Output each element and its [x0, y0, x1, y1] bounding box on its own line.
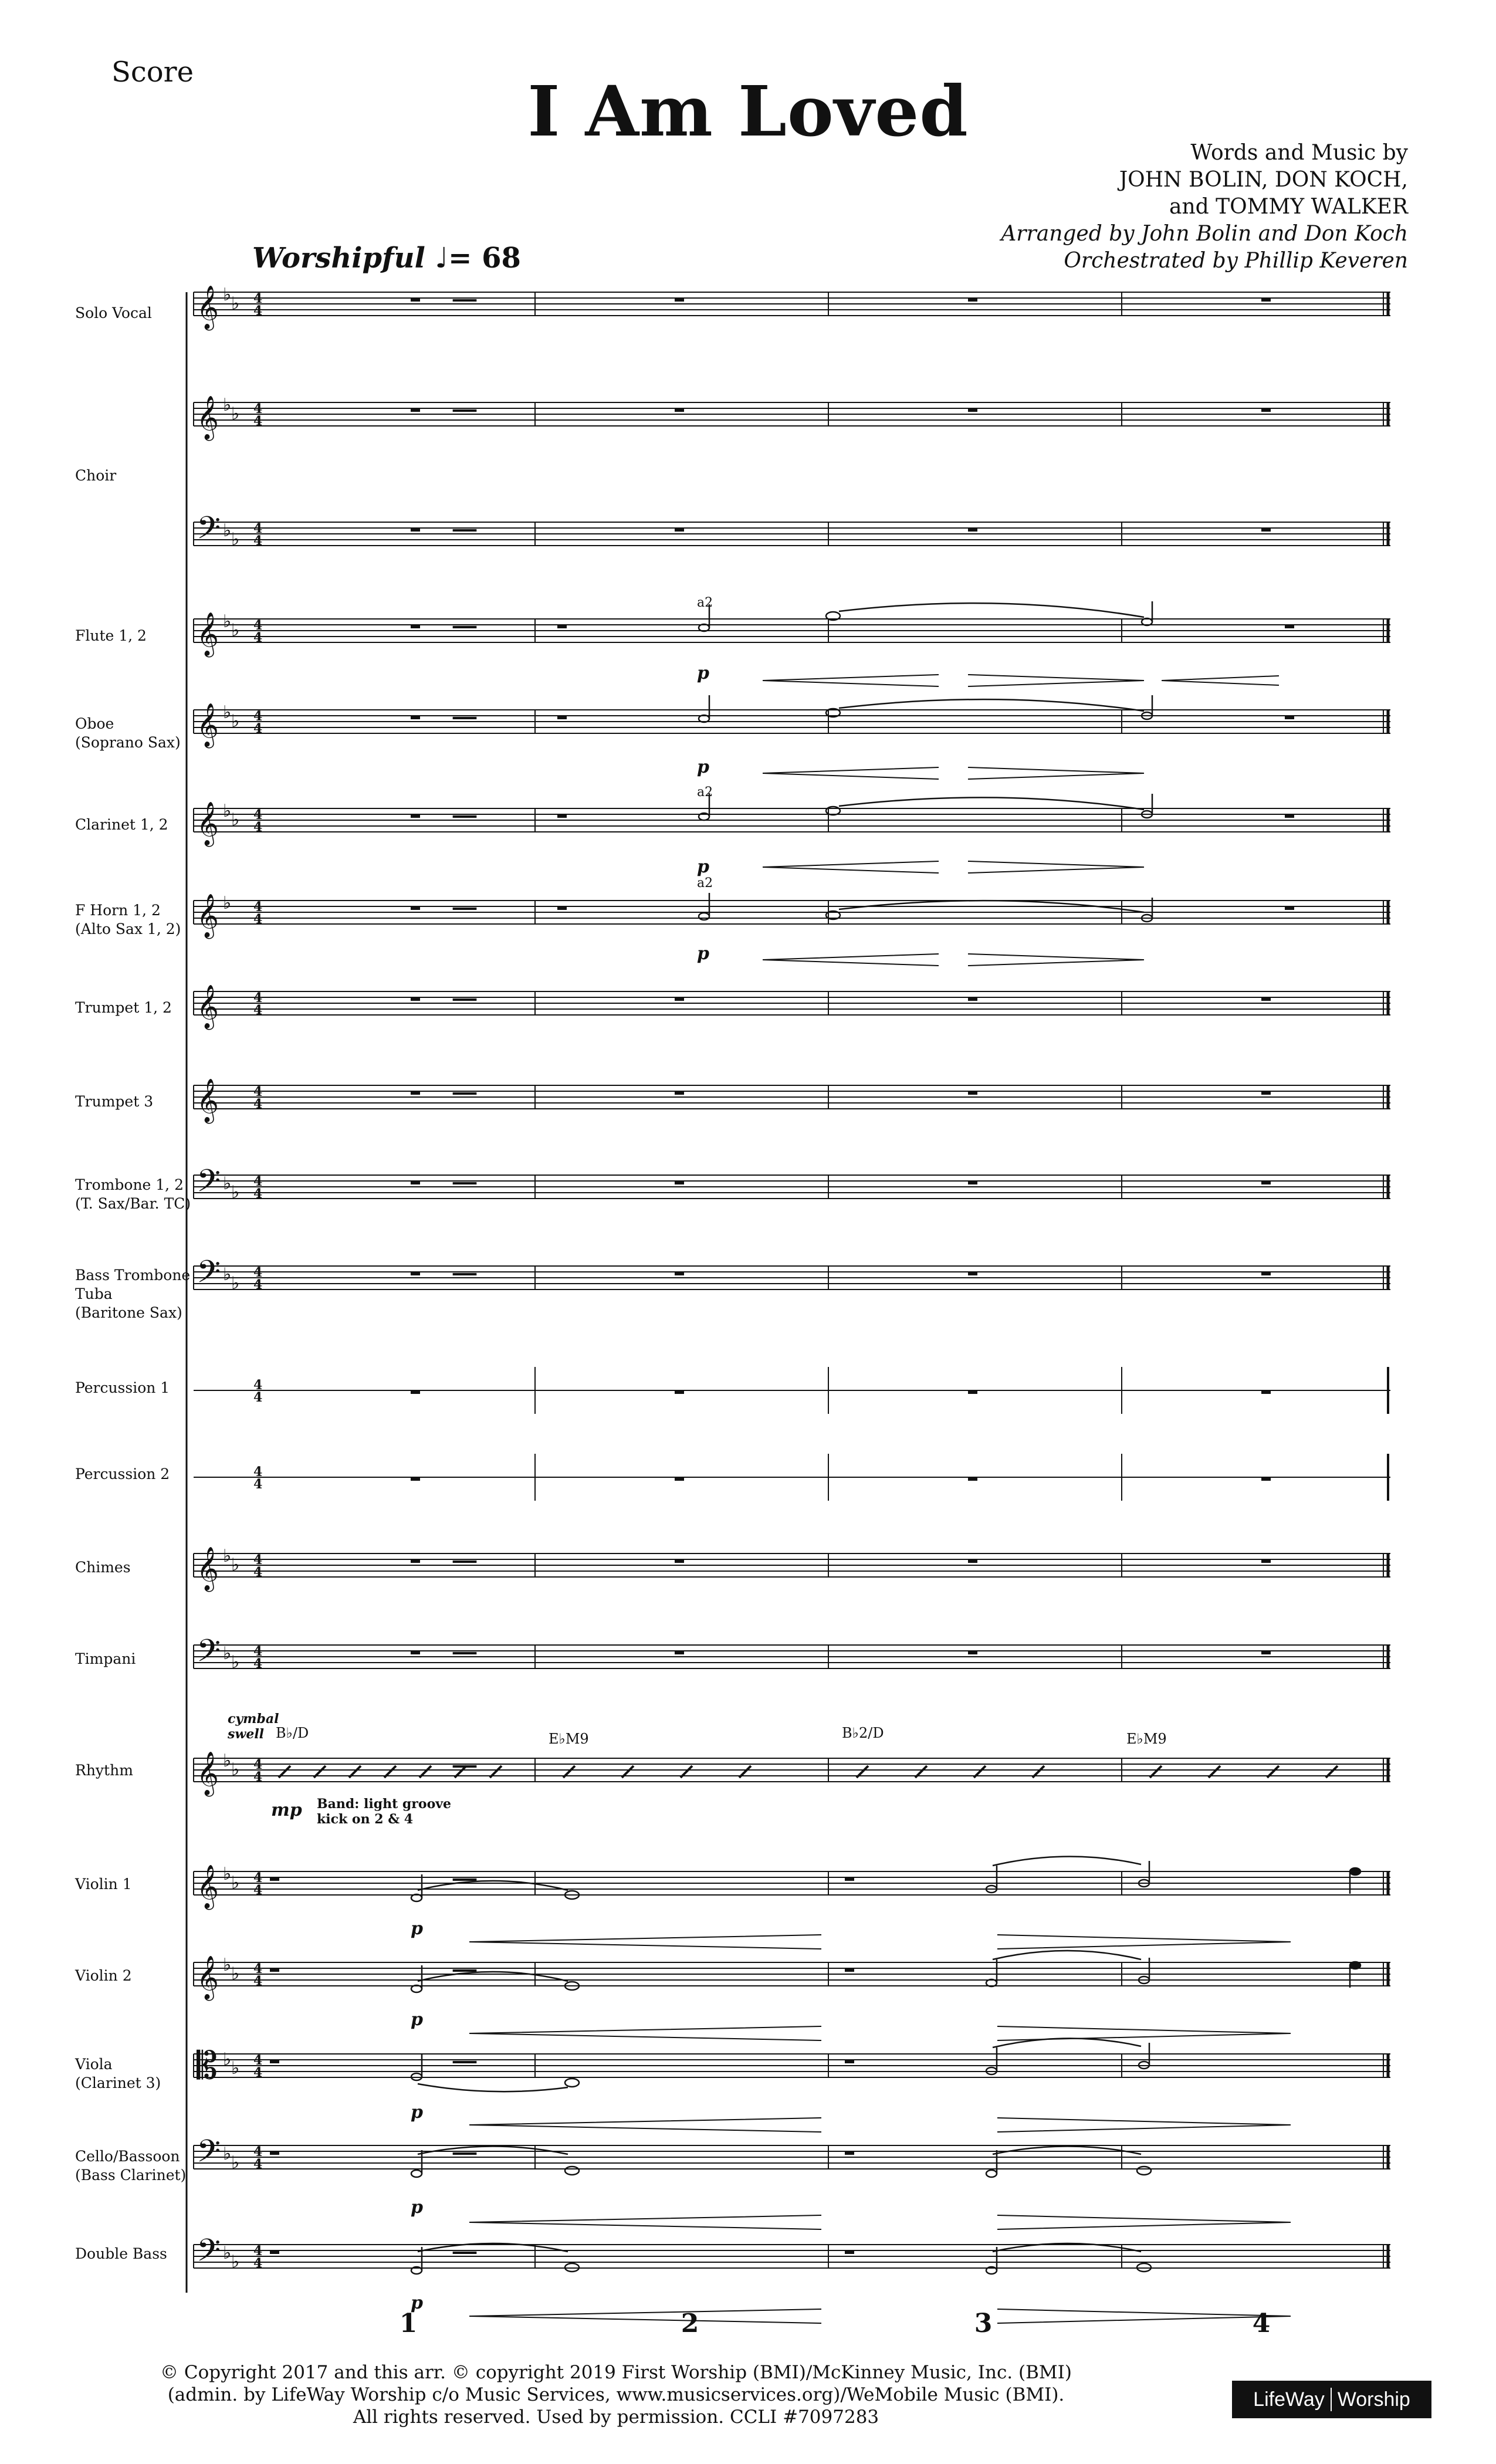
dynamic-p-viola: p [411, 2102, 423, 2123]
label-timpani: Timpani [75, 1650, 136, 1667]
svg-text:♭: ♭ [223, 1751, 232, 1771]
svg-text:𝄢: 𝄢 [197, 1633, 221, 1677]
svg-text:♭: ♭ [231, 810, 240, 830]
svg-text:♭: ♭ [223, 2243, 232, 2263]
measure-number: 2 [681, 2309, 699, 2338]
svg-text:𝄡: 𝄡 [197, 2045, 218, 2088]
svg-text:𝄢: 𝄢 [197, 2134, 221, 2177]
score-label: Score [111, 56, 194, 89]
chord-1: B♭/D [276, 1725, 309, 1741]
label-basstrombone: Bass Trombone Tuba (Baritone Sax) [75, 1267, 191, 1321]
svg-text:♭: ♭ [223, 1546, 232, 1566]
svg-text:♭: ♭ [231, 2152, 240, 2173]
measure-number: 4 [1252, 2309, 1271, 2338]
svg-text:♭: ♭ [223, 2049, 232, 2070]
credits-line: Orchestrated by Phillip Keveren [1064, 249, 1408, 273]
label-viola: Viola (Clarinet 3) [75, 2056, 161, 2091]
label-perc2: Percussion 2 [75, 1465, 170, 1483]
svg-text:♭: ♭ [223, 893, 232, 913]
logo-divider [1331, 2388, 1332, 2411]
measure-number: 1 [399, 2309, 418, 2338]
label-horn: F Horn 1, 2 (Alto Sax 1, 2) [75, 902, 181, 937]
dynamic-p-bass: p [411, 2293, 423, 2313]
dynamic-mp: mp [271, 1800, 302, 1820]
label-bass: Double Bass [75, 2245, 167, 2262]
svg-text:𝄞: 𝄞 [197, 286, 219, 329]
svg-text:𝄞: 𝄞 [197, 396, 219, 439]
staff-oboe [194, 702, 1390, 733]
staff-trombone [194, 1167, 1390, 1199]
svg-text:♭: ♭ [231, 1873, 240, 1893]
svg-text:𝄢: 𝄢 [197, 1254, 221, 1298]
svg-text:♭: ♭ [231, 1555, 240, 1575]
staff-perc2 [194, 1454, 1390, 1501]
staff-horn [194, 892, 1390, 924]
svg-text:♭: ♭ [223, 520, 232, 541]
svg-text:𝄞: 𝄞 [197, 894, 219, 937]
svg-text:𝄞: 𝄞 [197, 1547, 219, 1590]
svg-text:♭: ♭ [223, 1173, 232, 1194]
label-oboe: Oboe (Soprano Sax) [75, 715, 181, 751]
svg-text:♭: ♭ [231, 2058, 240, 2079]
staff-violin2 [194, 1954, 1390, 1986]
svg-text:♭: ♭ [231, 620, 240, 641]
band-text: Band: light groove kick on 2 & 4 [317, 1796, 452, 1827]
svg-text:𝄞: 𝄞 [197, 1079, 219, 1122]
label-solo: Solo Vocal [75, 304, 152, 321]
chord-3: B♭2/D [842, 1725, 884, 1741]
svg-text:𝄞: 𝄞 [197, 1956, 219, 1999]
label-rhythm: Rhythm [75, 1762, 133, 1779]
svg-text:♭: ♭ [231, 404, 240, 424]
a2-horn: a2 [697, 876, 713, 891]
staff-cello [194, 2137, 1390, 2169]
measure-number: 3 [974, 2309, 993, 2338]
svg-text:♭: ♭ [223, 1955, 232, 1975]
svg-text:♭: ♭ [223, 702, 232, 723]
dynamic-p-violin2: p [411, 2009, 423, 2030]
score-system: — 4 4 𝄞 𝄞 𝄢 𝄞 𝄞 𝄞 𝄞 𝄞 𝄞 𝄢 𝄢 𝄞 𝄢 𝄞 𝄞 𝄞 𝄡 𝄢 𝄢 ♭ ♭ ♭ ♭ ♭ ♭ ♭ ♭ ♭ ♭ ♭ ♭ ♭ ♭ ♭ ♭ ♭ ♭ ♭ ♭ ♭ ♭ ♭ ♭ ♭ ♭ ♭ ♭ ♭ ♭ ♭ ♭ ♭ [0, 0, 1496, 2464]
staff-flute [194, 611, 1390, 642]
chord-4: E♭M9 [1126, 1731, 1167, 1747]
staff-timpani [194, 1637, 1390, 1668]
svg-text:♭: ♭ [231, 2252, 240, 2272]
staff-perc1 [194, 1367, 1390, 1414]
svg-text:♭: ♭ [223, 2144, 232, 2164]
svg-text:♭: ♭ [231, 1182, 240, 1203]
svg-text:♭: ♭ [223, 1643, 232, 1664]
svg-text:𝄢: 𝄢 [197, 2233, 221, 2276]
label-violin2: Violin 2 [75, 1967, 132, 1984]
svg-text:♭: ♭ [223, 395, 232, 415]
label-flute: Flute 1, 2 [75, 627, 147, 644]
svg-text:♭: ♭ [231, 529, 240, 550]
dynamic-p-oboe: p [697, 757, 709, 777]
staff-violin1 [194, 1863, 1390, 1895]
svg-text:𝄞: 𝄞 [197, 1865, 219, 1908]
svg-text:♭: ♭ [231, 1964, 240, 1984]
svg-text:𝄢: 𝄢 [197, 510, 221, 554]
label-chimes: Chimes [75, 1559, 131, 1576]
tempo-value: = 68 [448, 242, 521, 275]
quarter-note-icon: ♩ [435, 242, 449, 275]
svg-text:♭: ♭ [223, 285, 232, 305]
chord-2: E♭M9 [549, 1731, 589, 1747]
lifeway-worship-logo: LifeWay Worship [1232, 2381, 1431, 2418]
svg-text:𝄞: 𝄞 [197, 985, 219, 1028]
staff-solo [194, 284, 1390, 316]
dynamic-p-horn: p [697, 943, 709, 964]
staff-choir-treble [194, 394, 1390, 426]
copyright-notice: © Copyright 2017 and this arr. © copyright 2019 First Worship (BMI)/McKinney Music, Inc. (BMI) (admin. by LifeWay Worship c/o Music Services, www.musicservices.org)/WeMobile Music (BMI). All rights reserved. Used by permission. CCLI #7097283 [160, 2362, 1072, 2428]
svg-text:♭: ♭ [231, 1759, 240, 1780]
dynamic-p-clarinet: p [697, 857, 709, 877]
svg-text:𝄞: 𝄞 [197, 703, 219, 747]
dynamic-p-violin1: p [411, 1918, 423, 1939]
svg-text:𝄞: 𝄞 [197, 1752, 219, 1795]
svg-text:♭: ♭ [223, 611, 232, 632]
label-perc1: Percussion 1 [75, 1379, 170, 1396]
label-trumpet3: Trumpet 3 [75, 1093, 154, 1110]
svg-text:𝄞: 𝄞 [197, 612, 219, 656]
label-cello: Cello/Bassoon (Bass Clarinet) [75, 2148, 187, 2184]
staff-chimes [194, 1545, 1390, 1577]
a2-flute: a2 [697, 595, 713, 610]
staff-bass [194, 2236, 1390, 2268]
staff-clarinet [194, 800, 1390, 832]
staff-rhythm [194, 1750, 1390, 1782]
dynamic-p-flute: p [697, 663, 709, 683]
staff-trumpet12 [194, 983, 1390, 1015]
svg-text:𝄞: 𝄞 [197, 802, 219, 845]
cymbal-text: cymbal swell [228, 1711, 279, 1742]
label-violin1: Violin 1 [75, 1876, 132, 1893]
dynamic-p-cello: p [411, 2197, 423, 2218]
svg-text:♭: ♭ [223, 1864, 232, 1884]
svg-text:♭: ♭ [231, 293, 240, 314]
svg-text:♭: ♭ [231, 1273, 240, 1294]
credits-line: JOHN BOLIN, DON KOCH, [1119, 168, 1408, 192]
label-choir: Choir [75, 467, 117, 484]
song-title: I Am Loved [527, 70, 969, 152]
staff-trumpet3 [194, 1077, 1390, 1109]
credits-line: Words and Music by [1190, 141, 1408, 165]
credits-line: Arranged by John Bolin and Don Koch [1001, 222, 1408, 246]
svg-text:♭: ♭ [223, 1264, 232, 1285]
label-trombone: Trombone 1, 2 (T. Sax/Bar. TC) [75, 1176, 191, 1212]
svg-text:♭: ♭ [231, 1652, 240, 1673]
svg-text:𝄢: 𝄢 [197, 1163, 221, 1207]
svg-text:♭: ♭ [231, 711, 240, 732]
staff-viola [194, 2046, 1390, 2077]
a2-clarinet: a2 [697, 785, 713, 800]
svg-text:♭: ♭ [223, 801, 232, 821]
label-clarinet: Clarinet 1, 2 [75, 816, 168, 833]
tempo-text: Worshipful [252, 242, 425, 275]
credits-line: and TOMMY WALKER [1169, 195, 1408, 219]
staff-choir-bass [194, 514, 1390, 546]
staff-basstrombone [194, 1258, 1390, 1289]
label-trumpet12: Trumpet 1, 2 [75, 999, 172, 1016]
